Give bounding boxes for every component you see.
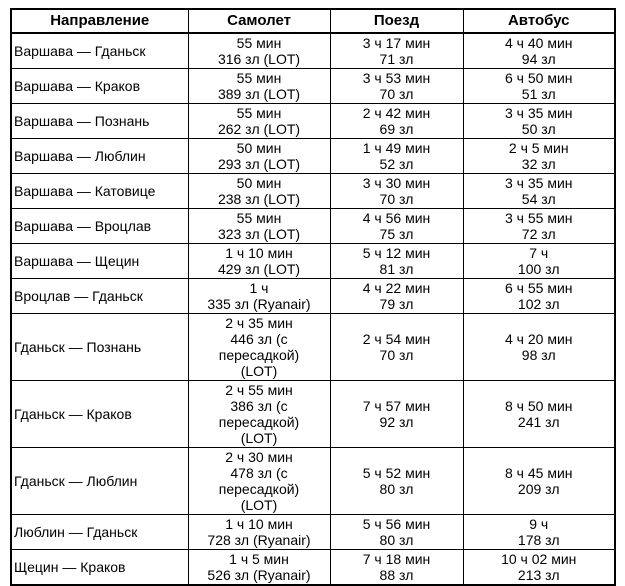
col-header-bus: Автобус [463, 9, 615, 33]
plane-line: 55 мин [236, 35, 282, 51]
train-line: 5 ч 56 мин [362, 516, 431, 532]
train-line: 71 зл [379, 51, 414, 67]
table-row [11, 448, 615, 515]
table-row [11, 381, 615, 448]
train-line: 79 зл [379, 296, 414, 312]
direction-cell: Варшава — Катовице [11, 174, 188, 209]
plane-cell [188, 174, 330, 209]
train-cell [330, 314, 463, 381]
plane-line: 389 зл (LOT) [217, 86, 301, 102]
table-row [11, 69, 615, 104]
direction-cell: Щецин — Краков [11, 550, 188, 586]
plane-line: 323 зл (LOT) [217, 226, 301, 242]
plane-line: (LOT) [240, 430, 278, 446]
bus-line: 2 ч 5 мин [508, 140, 569, 156]
bus-line: 8 ч 45 мин [505, 465, 573, 481]
plane-cell [188, 314, 330, 381]
travel-comparison-table [10, 8, 616, 586]
plane-line: 262 зл (LOT) [217, 121, 301, 137]
train-cell [330, 244, 463, 279]
plane-line: 50 мин [236, 140, 282, 156]
train-line: 92 зл [379, 414, 414, 430]
plane-line: 1 ч 10 мин [225, 245, 293, 261]
plane-line: 1 ч [249, 280, 269, 296]
bus-line: 4 ч 40 мин [505, 35, 573, 51]
col-header-plane: Самолет [188, 9, 330, 33]
train-line: 70 зл [379, 191, 414, 207]
direction-cell: Гданьск — Краков [11, 381, 188, 448]
train-cell [330, 381, 463, 448]
bus-line: 3 ч 55 мин [505, 210, 573, 226]
plane-line: пересадкой) [218, 414, 300, 430]
table-row [11, 139, 615, 174]
table-row [11, 515, 615, 550]
plane-line: 2 ч 30 мин [225, 449, 293, 465]
table-row [11, 550, 615, 586]
plane-cell [188, 550, 330, 586]
bus-line: 94 зл [521, 51, 556, 67]
bus-line: 7 ч [529, 245, 549, 261]
train-line: 4 ч 56 мин [362, 210, 431, 226]
bus-line: 50 зл [521, 121, 556, 137]
bus-line: 72 зл [521, 226, 556, 242]
train-line: 81 зл [379, 261, 414, 277]
table-row [11, 174, 615, 209]
plane-line: 238 зл (LOT) [217, 191, 301, 207]
bus-line: 51 зл [521, 86, 556, 102]
train-line: 80 зл [379, 532, 414, 548]
train-line: 88 зл [379, 567, 414, 583]
train-cell [330, 69, 463, 104]
train-line: 2 ч 54 мин [362, 331, 431, 347]
plane-line: 55 мин [236, 105, 282, 121]
bus-cell [463, 209, 615, 244]
direction-cell: Гданьск — Люблин [11, 448, 188, 515]
plane-line: 50 мин [236, 175, 282, 191]
plane-line: пересадкой) [218, 481, 300, 497]
train-cell [330, 104, 463, 139]
bus-cell [463, 279, 615, 314]
plane-line: (LOT) [240, 497, 278, 513]
bus-cell [463, 174, 615, 209]
bus-cell [463, 448, 615, 515]
plane-cell [188, 33, 330, 69]
train-line: 7 ч 18 мин [362, 551, 431, 567]
train-cell [330, 174, 463, 209]
bus-line: 178 зл [517, 532, 560, 548]
plane-line: 2 ч 35 мин [225, 315, 293, 331]
train-line: 3 ч 30 мин [362, 175, 431, 191]
train-line: 69 зл [379, 121, 414, 137]
plane-line: 728 зл (Ryanair) [207, 532, 311, 548]
bus-cell [463, 33, 615, 69]
train-line: 52 зл [379, 156, 414, 172]
bus-line: 9 ч [529, 516, 549, 532]
plane-line: 1 ч 10 мин [225, 516, 293, 532]
direction-cell: Вроцлав — Гданьск [11, 279, 188, 314]
plane-line: пересадкой) [218, 347, 300, 363]
direction-cell: Гданьск — Познань [11, 314, 188, 381]
bus-line: 8 ч 50 мин [505, 398, 573, 414]
train-cell [330, 209, 463, 244]
train-line: 7 ч 57 мин [362, 398, 431, 414]
plane-cell [188, 515, 330, 550]
direction-cell: Варшава — Люблин [11, 139, 188, 174]
train-line: 5 ч 12 мин [362, 245, 431, 261]
plane-cell [188, 448, 330, 515]
table-row [11, 209, 615, 244]
plane-line: 526 зл (Ryanair) [207, 567, 311, 583]
train-cell [330, 139, 463, 174]
direction-cell: Варшава — Познань [11, 104, 188, 139]
train-line: 1 ч 49 мин [362, 140, 431, 156]
plane-cell [188, 139, 330, 174]
bus-cell [463, 69, 615, 104]
bus-cell [463, 104, 615, 139]
plane-cell [188, 244, 330, 279]
plane-line: 2 ч 55 мин [225, 382, 293, 398]
bus-line: 3 ч 35 мин [505, 105, 573, 121]
bus-line: 32 зл [521, 156, 556, 172]
plane-cell [188, 209, 330, 244]
direction-cell: Варшава — Щецин [11, 244, 188, 279]
table-row [11, 279, 615, 314]
bus-line: 213 зл [517, 567, 560, 583]
plane-line: 478 зл (с [230, 465, 288, 481]
bus-line: 10 ч 02 мин [501, 551, 577, 567]
train-line: 5 ч 52 мин [362, 465, 431, 481]
train-line: 3 ч 53 мин [362, 70, 431, 86]
bus-cell [463, 139, 615, 174]
bus-line: 209 зл [517, 481, 560, 497]
train-line: 70 зл [379, 347, 414, 363]
plane-line: 1 ч 5 мин [229, 551, 289, 567]
bus-line: 3 ч 35 мин [505, 175, 573, 191]
plane-line: 446 зл (с [230, 331, 288, 347]
bus-line: 54 зл [521, 191, 556, 207]
plane-line: 335 зл (Ryanair) [207, 296, 311, 312]
plane-line: 55 мин [236, 210, 282, 226]
train-line: 2 ч 42 мин [362, 105, 431, 121]
plane-line: (LOT) [240, 363, 278, 379]
bus-line: 100 зл [517, 261, 560, 277]
plane-cell [188, 279, 330, 314]
plane-line: 293 зл (LOT) [217, 156, 301, 172]
header-row [11, 9, 615, 33]
bus-line: 102 зл [517, 296, 560, 312]
plane-cell [188, 69, 330, 104]
train-cell [330, 33, 463, 69]
train-line: 3 ч 17 мин [362, 35, 431, 51]
bus-cell [463, 314, 615, 381]
plane-cell [188, 381, 330, 448]
train-line: 70 зл [379, 86, 414, 102]
direction-cell: Люблин — Гданьск [11, 515, 188, 550]
direction-cell: Варшава — Вроцлав [11, 209, 188, 244]
plane-line: 429 зл (LOT) [217, 261, 301, 277]
train-cell [330, 448, 463, 515]
table-row [11, 244, 615, 279]
bus-cell [463, 381, 615, 448]
train-cell [330, 550, 463, 586]
bus-line: 98 зл [521, 347, 556, 363]
plane-line: 386 зл (с [230, 398, 288, 414]
table-row [11, 33, 615, 69]
direction-cell: Варшава — Гданьск [11, 33, 188, 69]
table-row [11, 104, 615, 139]
direction-cell: Варшава — Краков [11, 69, 188, 104]
train-line: 4 ч 22 мин [362, 280, 431, 296]
plane-line: 316 зл (LOT) [217, 51, 301, 67]
table-row [11, 314, 615, 381]
bus-line: 4 ч 20 мин [505, 331, 573, 347]
plane-cell [188, 104, 330, 139]
bus-line: 6 ч 55 мин [505, 280, 573, 296]
train-line: 75 зл [379, 226, 414, 242]
bus-line: 241 зл [517, 414, 560, 430]
bus-line: 6 ч 50 мин [505, 70, 573, 86]
train-line: 80 зл [379, 481, 414, 497]
train-cell [330, 279, 463, 314]
col-header-direction: Направление [11, 9, 188, 33]
bus-cell [463, 515, 615, 550]
bus-cell [463, 550, 615, 586]
bus-cell [463, 244, 615, 279]
train-cell [330, 515, 463, 550]
plane-line: 55 мин [236, 70, 282, 86]
col-header-train: Поезд [330, 9, 463, 33]
